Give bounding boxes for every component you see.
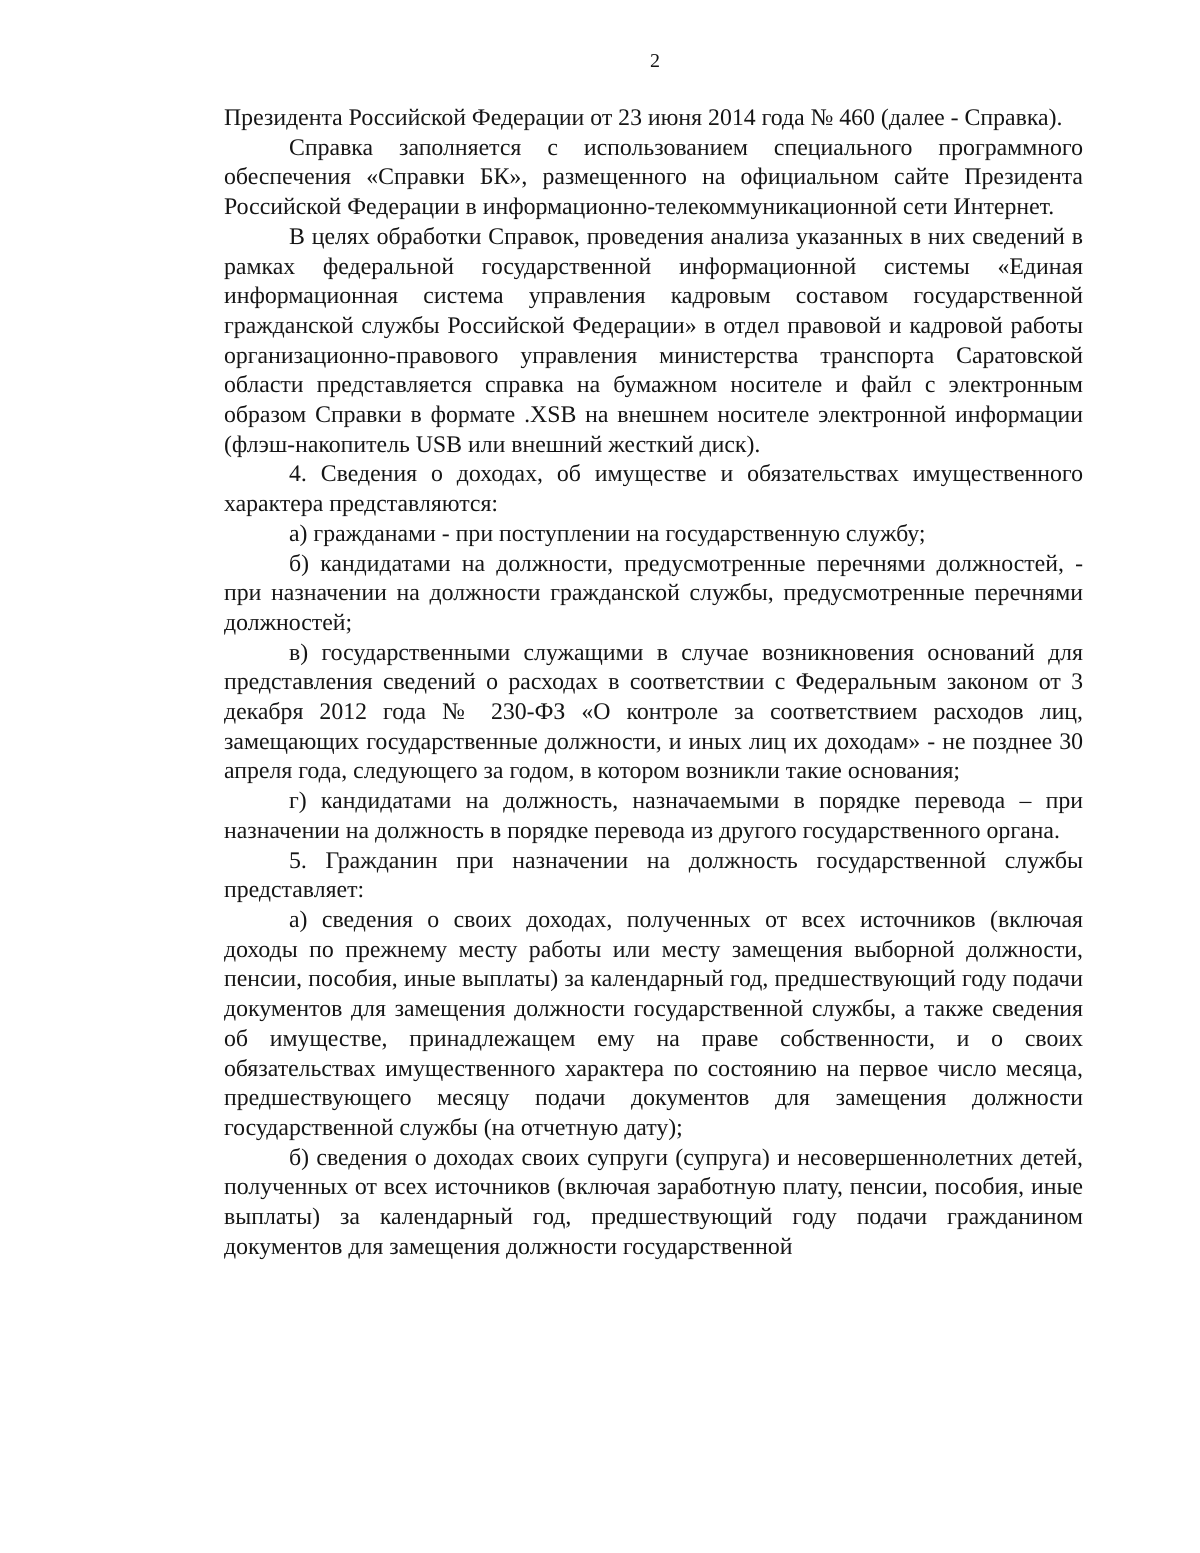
paragraph-processing: В целях обработки Справок, проведения анализа указанных в них сведений в рамках федеральной государственной информационной системы «Единая информационная система управления кадровым составом государственной гражданской службы Российской Федерации» в отдел правовой и кадровой работы организационно-правового управления министерства транспорта Саратовской области представляется справка на бумажном носителе и файл с электронным образом Справки в формате .XSB на внешнем носителе электронной информации (флэш-накопитель USB или внешний жесткий диск). bbox=[224, 223, 1083, 458]
page-number: 2 bbox=[650, 50, 660, 72]
paragraph-continuation: Президента Российской Федерации от 23 июня 2014 года № 460 (далее - Справка). bbox=[224, 105, 1063, 131]
paragraph-item-4: 4. Сведения о доходах, об имуществе и обязательствах имущественного характера представляются: bbox=[224, 461, 1083, 518]
document-body bbox=[224, 104, 1083, 1262]
paragraph-item-5a: а) сведения о своих доходах, полученных от всех источников (включая доходы по прежнему месту работы или месту замещения выборной должности, пенсии, пособия, иные выплаты) за календарный год, предшествующий году подачи документов для замещения должности государственной службы, а также сведения об имуществе, принадлежащем ему на праве собственности, и о своих обязательствах имущественного характера по состоянию на первое число месяца, предшествующего месяцу подачи документов для замещения должности государственной службы (на отчетную дату); bbox=[224, 906, 1083, 1141]
paragraph-item-5: 5. Гражданин при назначении на должность государственной службы представляет: bbox=[224, 847, 1083, 904]
paragraph-software: Справка заполняется с использованием специального программного обеспечения «Справки БК», размещенного на официальном сайте Президента Российской Федерации в информационно-телекоммуникационной сети Интернет. bbox=[224, 134, 1083, 221]
paragraph-item-4g: г) кандидатами на должность, назначаемыми в порядке перевода – при назначении на должность в порядке перевода из другого государственного органа. bbox=[224, 788, 1083, 844]
paragraph-item-4a: а) гражданами - при поступлении на государственную службу; bbox=[289, 520, 926, 547]
paragraph-item-5b: б) сведения о доходах своих супруги (супруга) и несовершеннолетних детей, полученных от всех источников (включая заработную плату, пенсии, пособия, иные выплаты) за календарный год, предшествующий году подачи гражданином документов для замещения должности государственной bbox=[224, 1144, 1083, 1260]
paragraph-item-4v: в) государственными служащими в случае возникновения оснований для представления сведений о расходах в соответствии с Федеральным законом от 3 декабря 2012 года № 230-ФЗ «О контроле за соответствием расходов лиц, замещающих государственные должности, и иных лиц их доходам» - не позднее 30 апреля года, следующего за годом, в котором возникли такие основания; bbox=[224, 639, 1083, 785]
paragraph-item-4b: б) кандидатами на должности, предусмотренные перечнями должностей, - при назначении на должности гражданской службы, предусмотренные перечнями должностей; bbox=[224, 550, 1083, 636]
